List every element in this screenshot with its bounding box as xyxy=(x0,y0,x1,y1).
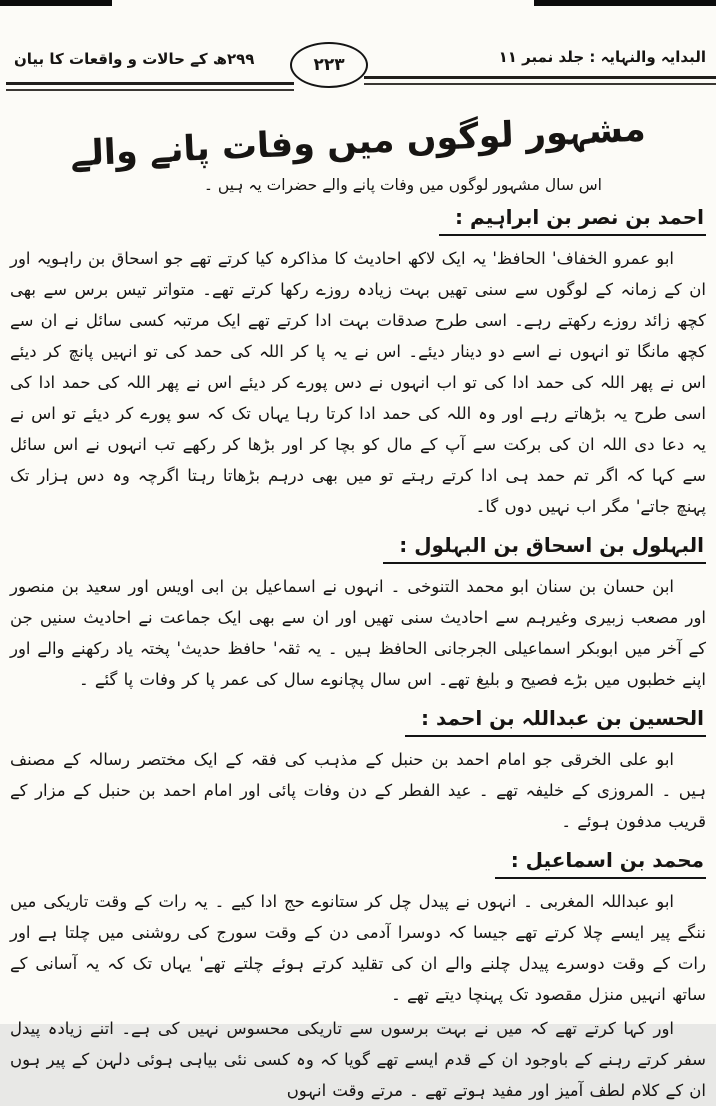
section-paragraph: اور کہا کرتے تھے کہ میں نے بہت برسوں سے تاریکی محسوس نہیں کی ہے۔ اتنے زیادہ پیدل سفر کرتے رہنے کے باوجود ان کے قدم ایسے تھے گویا کہ وہ کسی نئی بیاہی ہوئی دلہن کے پیر ہوں ان کے کلام لطف آمیز اور مفید ہوتے تھے ۔ مرتے وقت انہوں xyxy=(10,1019,706,1100)
section-heading: محمد بن اسماعیل : xyxy=(495,848,706,879)
section-ahmad-bin-nasr xyxy=(10,205,706,522)
page-body xyxy=(0,109,716,1106)
page-number: ۲۲۳ xyxy=(313,55,345,75)
section-heading: الحسین بن عبداللہ بن احمد : xyxy=(405,706,706,737)
section-husayn-bin-abdullah xyxy=(10,706,706,837)
page-title: مشہور لوگوں میں وفات پانے والے xyxy=(69,109,647,175)
header-rule-right xyxy=(364,76,716,85)
book-title: البدایہ والنہایہ : جلد نمبر ۱۱ xyxy=(498,48,706,66)
page-number-cartouche xyxy=(290,42,368,88)
chapter-title: ۲۹۹ھ کے حالات و واقعات کا بیان xyxy=(14,50,255,68)
page-header xyxy=(0,0,716,96)
section-heading: البہلول بن اسحاق بن البہلول : xyxy=(383,533,706,564)
section-muhammad-bin-ismail xyxy=(10,848,706,1106)
section-paragraph: ابن حسان بن سنان ابو محمد التنوخی ۔ انہوں نے اسماعیل بن ابی اویس اور سعید بن منصور اور مصعب زبیری وغیرہم سے احادیث سنی تھیں اور ان سے بھی ایک جماعت نے احادیث سنیں جن کے آخر میں ابوبکر اسماعیلی الجرجانی الحافظ ہیں ۔ یہ ثقہ' حافظ حدیث' پختہ یاد رکھنے والے اور اپنے خطبوں میں بڑے فصیح و بلیغ تھے۔ اس سال پچانوے سال کی عمر پا کر وفات پا گئے ۔ xyxy=(10,577,706,689)
intro-line: اس سال مشہور لوگوں میں وفات پانے والے حضرات یہ ہیں ۔ xyxy=(203,176,602,194)
header-rule-left xyxy=(6,82,294,91)
section-heading: احمد بن نصر بن ابراہیم : xyxy=(439,205,706,236)
section-paragraph: ابو عبداللہ المغربی ۔ انہوں نے پیدل چل کر ستانوے حج ادا کیے ۔ یہ رات کے وقت تاریکی میں ننگے پیر ایسے چلا کرتے تھے جیسا کہ دوسرا آدمی دن کے وقت سورج کی روشنی میں چلتا ہے اور رات کے وقت دوسرے پیدل چلنے والے ان کی تقلید کرتے ہوئے چلتے تھے' یہاں تک کہ یہ آسانی کے ساتھ انہیں منزل مقصود تک پہنچا دیتے تھے ۔ xyxy=(10,892,706,1004)
section-paragraph: ابو عمرو الخفاف' الحافظ' یہ ایک لاکھ احادیث کا مذاکرہ کیا کرتے تھے جو اسحاق بن راہویہ اور ان کے زمانہ کے لوگوں سے سنی تھیں بہت زیادہ روزے رکھا کرتے تھے۔ متواتر تیس برس سے بھی کچھ زائد روزے رکھتے رہے۔ اسی طرح صدقات بہت ادا کرتے تھے ایک مرتبہ کسی سائل نے ان سے کچھ مانگا تو انہوں نے اسے دو دینار دیئے۔ اس نے یہ پا کر اللہ کی حمد کی تو انہیں پانچ کر دیئے اس نے پھر اللہ کی حمد ادا کی تو اب انہوں نے دس پورے کر دیئے اس نے پھر اللہ کی حمد ادا کی اسی طرح یہ بڑھاتے رہے اور وہ اللہ کی حمد ادا کرتا رہا یہاں تک کہ سو پورے کر دیئے تو اس نے یہ دعا دی اللہ ان کی برکت سے آپ کے مال کو بچا کر اور بڑھا کر رکھے تب انہوں نے اس سائل سے کہا کہ اگر تم حمد ہی ادا کرتے رہتے تو میں بھی درہم بڑھاتا رہتا اگرچہ وہ دس ہزار تک پہنچ جاتے' مگر اب نہیں دوں گا۔ xyxy=(10,249,706,516)
section-paragraph: ابو علی الخرقی جو امام احمد بن حنبل کے مذہب کی فقہ کے ایک مختصر رسالہ کے مصنف ہیں ۔ المروزی کے خلیفہ تھے ۔ عید الفطر کے دن وفات پائی اور امام احمد بن حنبل کے مزار کے قریب مدفون ہوئے ۔ xyxy=(10,750,706,831)
section-bahlul-bin-ishaq xyxy=(10,533,706,695)
